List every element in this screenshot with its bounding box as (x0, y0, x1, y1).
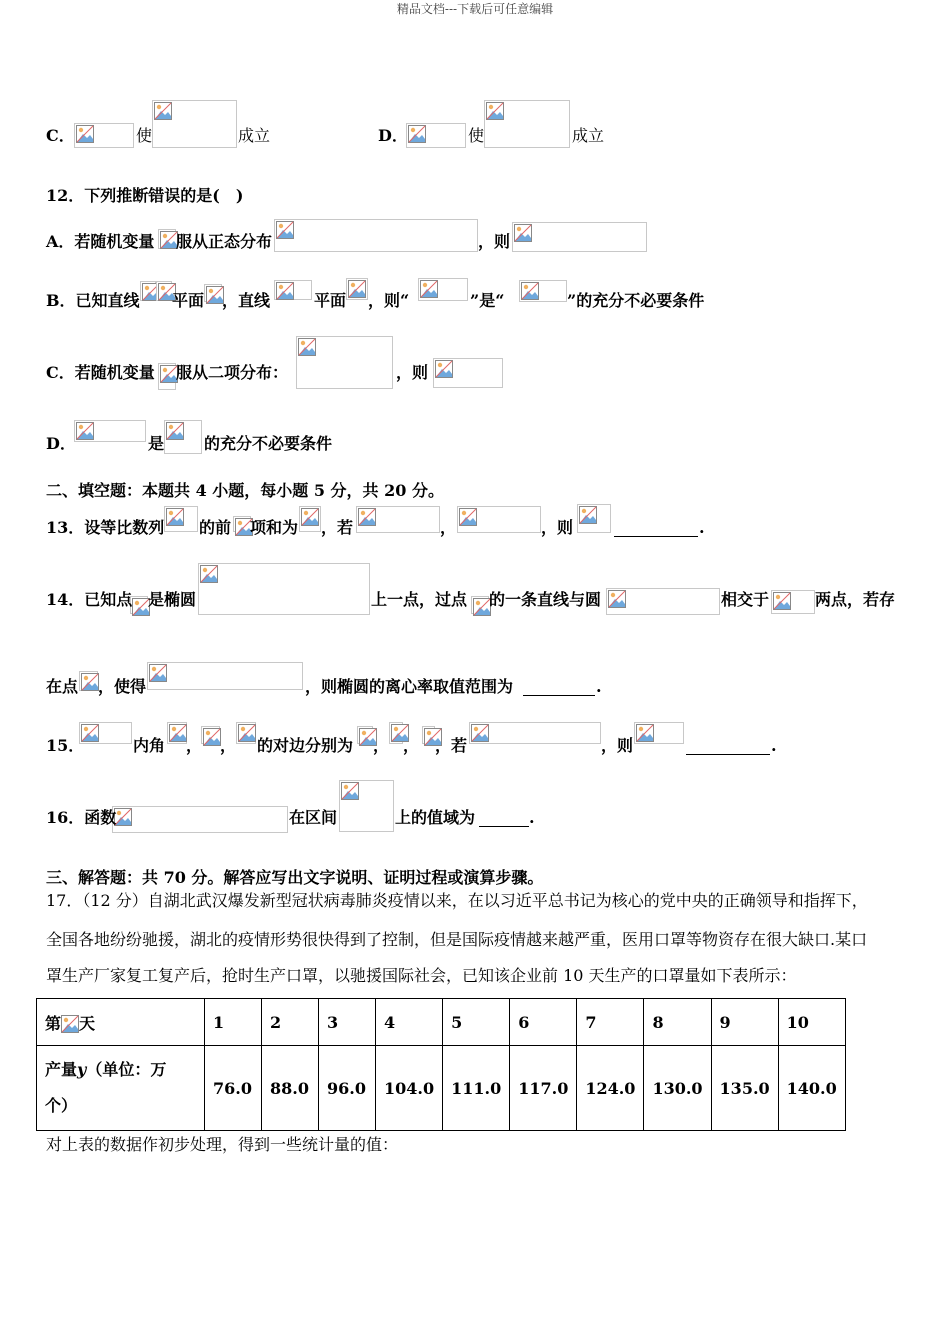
value-cell: 124.0 (577, 1046, 644, 1131)
broken-image-icon (521, 282, 539, 300)
day-cell: 9 (711, 999, 778, 1046)
q13-answer-blank[interactable] (614, 520, 698, 541)
value-cell: 104.0 (376, 1046, 443, 1131)
q15-p10: . (771, 736, 777, 755)
q17-line3: 罩生产厂家复工复产后，抢时生产口罩，以驰援国际社会，已知该企业前 10 天生产的口罩量如下表所示： (46, 966, 797, 985)
q14-p3: 上一点，过点 (371, 590, 468, 609)
formula-image (519, 280, 567, 302)
q12-stem: 12．下列推断错误的是( ) (46, 186, 244, 205)
q15-p1: 15． (46, 736, 85, 755)
formula-image (112, 806, 288, 833)
q12-b7: ”的充分不必要条件 (567, 291, 705, 310)
q16-p2: 在区间 (289, 808, 338, 827)
broken-image-icon (358, 508, 376, 526)
day-label-pre: 第 (45, 1013, 62, 1033)
q11-d-chengli: 成立 (572, 126, 605, 145)
q12-c2: 服从二项分布： (176, 363, 289, 382)
formula-image (433, 358, 503, 388)
q11-c-chengli: 成立 (238, 126, 271, 145)
broken-image-icon (114, 808, 132, 826)
q16-p3: 上的值域为 (395, 808, 476, 827)
formula-image (74, 123, 134, 148)
formula-image (606, 588, 720, 615)
formula-image (158, 363, 176, 390)
broken-image-icon (298, 338, 316, 356)
day-cell: 10 (778, 999, 845, 1046)
page-header: 精品文档---下载后可任意编辑 (396, 2, 554, 16)
broken-image-icon (301, 508, 319, 526)
broken-image-icon (166, 422, 184, 440)
formula-image (74, 420, 146, 442)
q13-p7: . (699, 518, 705, 537)
q15-p6: ， (373, 736, 390, 755)
broken-image-icon (636, 724, 654, 742)
q12-b5: ，则“ (368, 291, 410, 310)
formula-image (236, 722, 256, 744)
q14-p7: 在点 (46, 677, 79, 696)
q11-c-label: C． (46, 126, 75, 145)
q13-p4: ，若 (321, 518, 354, 537)
broken-image-icon (81, 673, 99, 691)
formula-image (406, 123, 466, 148)
q14-p1: 14．已知点 (46, 590, 133, 609)
value-cell: 135.0 (711, 1046, 778, 1131)
q14-p6: 两点，若存 (815, 590, 896, 609)
q12-b2: 平面 (172, 291, 205, 310)
table-header-cell (37, 1046, 205, 1131)
formula-image (339, 780, 394, 832)
value-cell: 130.0 (644, 1046, 711, 1131)
yield-label-line2: 个） (45, 1096, 78, 1115)
formula-image (198, 563, 370, 615)
formula-image (274, 219, 478, 252)
value-cell: 96.0 (319, 1046, 376, 1131)
formula-image (158, 229, 176, 249)
formula-image (79, 671, 98, 691)
q13-p5: ， (440, 518, 457, 537)
q12-b1: B．已知直线 (46, 291, 140, 310)
formula-image (152, 100, 237, 148)
q12-b6: ”是“ (470, 291, 505, 310)
q16-p1: 16．函数 (46, 808, 117, 827)
formula-image (164, 420, 202, 454)
broken-image-icon (514, 224, 532, 242)
formula-image (471, 596, 489, 614)
formula-image (79, 722, 132, 744)
day-cell: 1 (205, 999, 262, 1046)
formula-image (577, 504, 611, 533)
day-label-post: 天 (79, 1013, 96, 1033)
q14-p2: 是椭圆 (148, 590, 197, 609)
broken-image-icon (348, 280, 366, 298)
formula-image (346, 278, 368, 300)
day-cell: 8 (644, 999, 711, 1046)
q12-d2: 是 (148, 434, 165, 453)
table-header-cell (37, 999, 205, 1046)
formula-image (299, 506, 321, 532)
q15-p3: ， (186, 736, 203, 755)
q15-p7: ， (403, 736, 420, 755)
value-cell: 140.0 (778, 1046, 845, 1131)
q11-d-label: D． (378, 126, 408, 145)
q15-p4: ， (220, 736, 237, 755)
q16-p4: . (529, 808, 535, 827)
broken-image-icon (238, 724, 256, 742)
q12-a2: 服从正态分布 (176, 232, 273, 251)
q15-p8: ，若 (435, 736, 468, 755)
broken-image-icon (773, 592, 791, 610)
q14-p4: 的一条直线与圆 (489, 590, 602, 609)
q12-c1: C．若随机变量 (46, 363, 155, 382)
broken-image-icon (154, 102, 172, 120)
q15-answer-blank[interactable] (686, 738, 770, 759)
q14-answer-blank[interactable] (523, 679, 595, 700)
q11-d-shi: 使 (468, 126, 485, 145)
broken-image-icon (579, 506, 597, 524)
q15-p2: 内角 (133, 736, 166, 755)
formula-image (130, 596, 148, 614)
formula-image (167, 722, 187, 744)
formula-image (357, 726, 373, 744)
broken-image-icon (471, 724, 489, 742)
formula-image (457, 506, 541, 533)
formula-image (469, 722, 601, 744)
formula-image (140, 281, 156, 301)
q13-p3: 项和为 (250, 518, 299, 537)
production-table (36, 998, 846, 1131)
q15-p9: ，则 (601, 736, 634, 755)
broken-image-icon (420, 280, 438, 298)
formula-image (418, 278, 468, 301)
q12-d3: 的充分不必要条件 (204, 434, 333, 453)
value-cell: 111.0 (443, 1046, 510, 1131)
formula-image (484, 100, 570, 148)
q15-p5: 的对边分别为 (257, 736, 354, 755)
q17-line1: 17．（12 分）自湖北武汉爆发新型冠状病毒肺炎疫情以来，在以习近平总书记为核心的党中央的正确领导和指挥下， (46, 891, 868, 910)
broken-image-icon (276, 221, 294, 239)
formula-image (389, 722, 403, 744)
q14-p9: ，则椭圆的离心率取值范围为 (305, 677, 514, 696)
formula-image (422, 726, 435, 744)
formula-image (771, 590, 815, 614)
yield-label-line1: 产量y（单位：万 (45, 1060, 167, 1079)
day-cell: 7 (577, 999, 644, 1046)
q12-b4: 平面 (314, 291, 347, 310)
day-cell: 4 (376, 999, 443, 1046)
q12-d1: D． (46, 434, 76, 453)
day-cell: 5 (443, 999, 510, 1046)
broken-image-icon (608, 590, 626, 608)
broken-image-icon (203, 728, 221, 746)
broken-image-icon (486, 102, 504, 120)
broken-image-icon (435, 360, 453, 378)
formula-image (274, 280, 312, 300)
q17-after-table: 对上表的数据作初步处理，得到一些统计量的值： (46, 1135, 399, 1154)
value-cell: 88.0 (262, 1046, 319, 1131)
formula-image (634, 722, 684, 744)
day-var-image (61, 1015, 79, 1033)
broken-image-icon (149, 664, 167, 682)
formula-image (296, 336, 393, 389)
formula-image (233, 516, 251, 532)
broken-image-icon (76, 125, 94, 143)
day-cell: 2 (262, 999, 319, 1046)
broken-image-icon (341, 782, 359, 800)
formula-image (147, 662, 303, 690)
q12-b3: ，直线 (222, 291, 271, 310)
formula-image (204, 284, 222, 302)
broken-image-icon (276, 282, 294, 300)
formula-image (356, 506, 440, 533)
broken-image-icon (200, 565, 218, 583)
broken-image-icon (76, 422, 94, 440)
broken-image-icon (166, 508, 184, 526)
formula-image (164, 506, 198, 532)
q17-line2: 全国各地纷纷驰援，湖北的疫情形势很快得到了控制，但是国际疫情越来越严重，医用口罩等物资存在很大缺口.某口 (46, 930, 868, 949)
q13-p1: 13．设等比数列 (46, 518, 165, 537)
q13-p6: ，则 (541, 518, 574, 537)
q14-p10: . (596, 677, 602, 696)
q12-c3: ，则 (396, 363, 429, 382)
q13-p2: 的前 (199, 518, 232, 537)
broken-image-icon (408, 125, 426, 143)
q11-c-shi: 使 (136, 126, 153, 145)
day-cell: 6 (510, 999, 577, 1046)
broken-image-icon (169, 724, 187, 742)
day-cell: 3 (319, 999, 376, 1046)
table-row (37, 1046, 846, 1131)
q14-p5: 相交于 (721, 590, 770, 609)
q12-a3: ，则 (478, 232, 511, 251)
section2-heading: 二、填空题：本题共 4 小题，每小题 5 分，共 20 分。 (46, 481, 444, 500)
q16-answer-blank[interactable] (479, 810, 529, 831)
broken-image-icon (459, 508, 477, 526)
formula-image (201, 726, 220, 744)
q14-p8: ，使得 (98, 677, 147, 696)
value-cell: 76.0 (205, 1046, 262, 1131)
value-cell: 117.0 (510, 1046, 577, 1131)
formula-image (512, 222, 647, 252)
q12-a1: A．若随机变量 (46, 232, 155, 251)
formula-image (156, 281, 172, 301)
table-row (37, 999, 846, 1046)
section3-heading: 三、解答题：共 70 分。解答应写出文字说明、证明过程或演算步骤。 (46, 868, 544, 887)
